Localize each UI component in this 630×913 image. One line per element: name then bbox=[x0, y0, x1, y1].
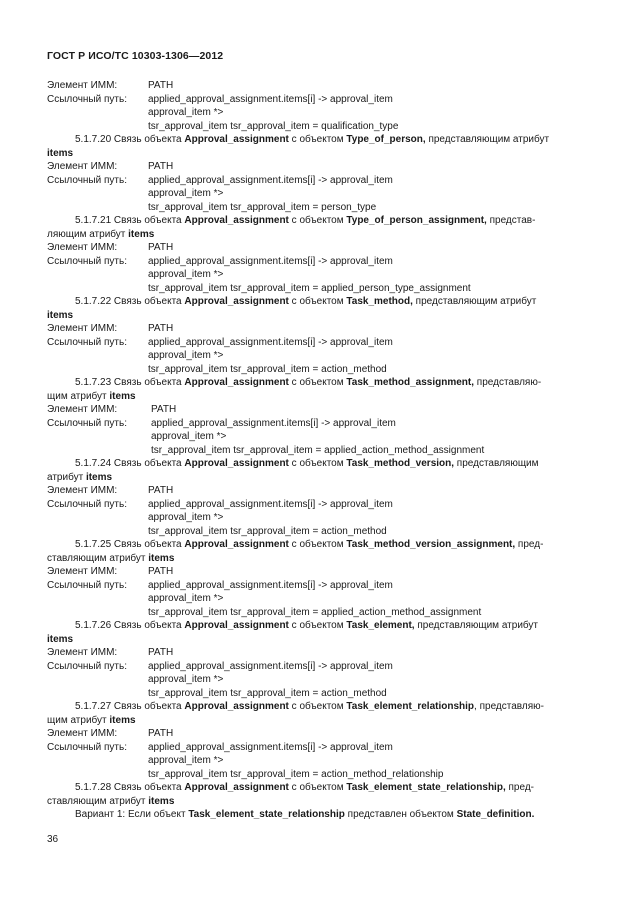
entity-name: Type_of_person, bbox=[346, 134, 426, 145]
reference-path-line: tsr_approval_item tsr_approval_item = applied_person_type_assignment bbox=[148, 282, 471, 294]
mapping-block bbox=[47, 484, 583, 538]
mim-element-row bbox=[47, 727, 583, 741]
mim-element-label: Элемент ИММ: bbox=[47, 566, 118, 577]
paragraph-text: 5.1.7.25 Связь объекта bbox=[75, 539, 185, 550]
mapping-block bbox=[47, 241, 583, 295]
entity-name: items bbox=[148, 795, 175, 807]
reference-path-line: approval_item *> bbox=[148, 188, 224, 199]
mim-element-label: Элемент ИММ: bbox=[47, 161, 118, 172]
paragraph-text: с объектом bbox=[288, 458, 347, 469]
reference-path-line: tsr_approval_item tsr_approval_item = action_method bbox=[148, 525, 387, 537]
reference-path-line: applied_approval_assignment.items[i] -> approval_item bbox=[148, 579, 393, 591]
reference-path-line: applied_approval_assignment.items[i] -> approval_item bbox=[148, 660, 393, 672]
entity-name: Task_method_assignment, bbox=[346, 377, 475, 388]
entity-name: Task_element_relationship bbox=[346, 701, 475, 712]
mim-element-row bbox=[47, 241, 583, 255]
entity-name: Task_element_state_relationship, bbox=[346, 782, 506, 793]
reference-path-label: Ссылочный путь: bbox=[47, 741, 127, 753]
reference-path-label: Ссылочный путь: bbox=[47, 498, 127, 510]
page-number: 36 bbox=[47, 834, 59, 845]
reference-path-line: approval_item *> bbox=[148, 107, 224, 118]
entity-name: items bbox=[109, 714, 136, 726]
mapping-block bbox=[47, 727, 583, 781]
mapping-block bbox=[47, 565, 583, 619]
paragraph-text: 5.1.7.24 Связь объекта bbox=[75, 458, 185, 469]
mim-element-row bbox=[47, 646, 583, 660]
clause-paragraph bbox=[47, 457, 583, 484]
clause-paragraph bbox=[47, 619, 583, 646]
entity-name: Task_method, bbox=[346, 296, 413, 307]
paragraph-text: с объектом bbox=[288, 782, 347, 793]
mim-element-value: PATH bbox=[148, 161, 174, 172]
paragraph-text: представляющим атрибут bbox=[412, 296, 537, 307]
reference-path-row bbox=[47, 93, 583, 107]
reference-path-line: approval_item *> bbox=[148, 593, 224, 604]
entity-name: Approval_assignment bbox=[184, 782, 289, 793]
entity-name: Task_element_state_relationship bbox=[188, 809, 345, 820]
reference-path-row bbox=[47, 336, 583, 350]
clause-paragraph bbox=[47, 214, 583, 241]
paragraph-text: пред- bbox=[505, 782, 534, 793]
mapping-block bbox=[47, 79, 583, 133]
clause-paragraph bbox=[47, 538, 583, 565]
reference-path-line: applied_approval_assignment.items[i] -> approval_item bbox=[148, 741, 393, 753]
paragraph-text: с объектом bbox=[288, 701, 347, 712]
paragraph-text: представлен объектом bbox=[344, 809, 457, 820]
reference-path-row bbox=[47, 660, 583, 674]
reference-path-row bbox=[47, 741, 583, 755]
mim-element-row bbox=[47, 79, 583, 93]
mim-element-label: Элемент ИММ: bbox=[47, 485, 118, 496]
reference-path-line: applied_approval_assignment.items[i] -> approval_item bbox=[148, 174, 393, 186]
paragraph-text: с объектом bbox=[288, 215, 347, 226]
mim-element-value: PATH bbox=[151, 404, 177, 415]
variant-paragraph bbox=[47, 808, 583, 822]
entity-name: State_definition. bbox=[456, 809, 535, 820]
clause-paragraph bbox=[47, 700, 583, 727]
paragraph-text: с объектом bbox=[288, 134, 347, 145]
reference-path-label: Ссылочный путь: bbox=[47, 174, 127, 186]
reference-path-label: Ссылочный путь: bbox=[47, 579, 127, 591]
entity-name: items bbox=[47, 633, 74, 645]
mim-element-value: PATH bbox=[148, 80, 174, 91]
reference-path-line: approval_item *> bbox=[148, 674, 224, 685]
clause-paragraph bbox=[47, 295, 583, 322]
clause-paragraph bbox=[47, 781, 583, 808]
mim-element-label: Элемент ИММ: bbox=[47, 80, 118, 91]
entity-name: Approval_assignment bbox=[184, 620, 289, 631]
paragraph-text: атрибут bbox=[47, 471, 86, 483]
entity-name: Approval_assignment bbox=[184, 377, 289, 388]
mim-element-label: Элемент ИММ: bbox=[47, 728, 118, 739]
paragraph-text: с объектом bbox=[288, 296, 347, 307]
paragraph-text: щим атрибут bbox=[47, 714, 110, 726]
reference-path-line: applied_approval_assignment.items[i] -> approval_item bbox=[148, 255, 393, 267]
reference-path-line: applied_approval_assignment.items[i] -> approval_item bbox=[148, 93, 393, 105]
paragraph-text: 5.1.7.22 Связь объекта bbox=[75, 296, 185, 307]
paragraph-text: 5.1.7.21 Связь объекта bbox=[75, 215, 185, 226]
reference-path-row bbox=[47, 174, 583, 188]
mim-element-value: PATH bbox=[148, 485, 174, 496]
paragraph-text: 5.1.7.23 Связь объекта bbox=[75, 377, 185, 388]
mim-element-value: PATH bbox=[148, 323, 174, 334]
paragraph-text: представляю- bbox=[474, 377, 542, 388]
reference-path-row bbox=[47, 498, 583, 512]
reference-path-line: approval_item *> bbox=[148, 269, 224, 280]
entity-name: items bbox=[148, 552, 175, 564]
paragraph-text: представляющим атрибут bbox=[425, 134, 550, 145]
entity-name: items bbox=[47, 309, 74, 321]
entity-name: Approval_assignment bbox=[184, 701, 289, 712]
entity-name: Task_element, bbox=[346, 620, 415, 631]
reference-path-label: Ссылочный путь: bbox=[47, 417, 127, 429]
mapping-block bbox=[47, 403, 583, 457]
reference-path-label: Ссылочный путь: bbox=[47, 255, 127, 267]
document-body bbox=[47, 79, 583, 822]
mim-element-row bbox=[47, 160, 583, 174]
paragraph-text: Вариант 1: Если объект bbox=[75, 809, 189, 820]
paragraph-text: ляющим атрибут bbox=[47, 228, 129, 240]
paragraph-text: с объектом bbox=[288, 377, 347, 388]
mim-element-value: PATH bbox=[148, 242, 174, 253]
paragraph-text: с объектом bbox=[288, 620, 347, 631]
paragraph-text: представляющим bbox=[454, 458, 539, 469]
mim-element-label: Элемент ИММ: bbox=[47, 404, 118, 415]
entity-name: items bbox=[85, 471, 113, 483]
reference-path-line: approval_item *> bbox=[148, 512, 224, 523]
reference-path-line: approval_item *> bbox=[148, 350, 224, 361]
reference-path-line: tsr_approval_item tsr_approval_item = applied_action_method_assignment bbox=[148, 606, 482, 618]
reference-path-line: applied_approval_assignment.items[i] -> approval_item bbox=[151, 417, 396, 429]
reference-path-line: approval_item *> bbox=[148, 755, 224, 766]
entity-name: Task_method_version_assignment, bbox=[346, 539, 516, 550]
mim-element-row bbox=[47, 565, 583, 579]
entity-name: Approval_assignment bbox=[184, 296, 289, 307]
mapping-block bbox=[47, 160, 583, 214]
reference-path-line: applied_approval_assignment.items[i] -> approval_item bbox=[148, 498, 393, 510]
paragraph-text: пред- bbox=[515, 539, 544, 550]
mim-element-value: PATH bbox=[148, 647, 174, 658]
mim-element-label: Элемент ИММ: bbox=[47, 323, 118, 334]
reference-path-line: tsr_approval_item tsr_approval_item = person_type bbox=[148, 201, 377, 213]
mim-element-value: PATH bbox=[148, 728, 174, 739]
entity-name: items bbox=[128, 228, 155, 240]
mim-element-row bbox=[47, 322, 583, 336]
reference-path-line: approval_item *> bbox=[151, 431, 227, 442]
mim-element-label: Элемент ИММ: bbox=[47, 647, 118, 658]
mim-element-row bbox=[47, 484, 583, 498]
paragraph-text: щим атрибут bbox=[47, 390, 110, 402]
entity-name: Approval_assignment bbox=[184, 458, 289, 469]
paragraph-text: представ- bbox=[486, 215, 536, 226]
reference-path-line: tsr_approval_item tsr_approval_item = action_method bbox=[148, 363, 387, 375]
entity-name: Task_method_version, bbox=[346, 458, 455, 469]
reference-path-line: applied_approval_assignment.items[i] -> approval_item bbox=[148, 336, 393, 348]
paragraph-text: , представляю- bbox=[474, 701, 544, 712]
reference-path-line: tsr_approval_item tsr_approval_item = action_method_relationship bbox=[148, 768, 444, 780]
mim-element-value: PATH bbox=[148, 566, 174, 577]
entity-name: items bbox=[47, 147, 74, 159]
paragraph-text: 5.1.7.20 Связь объекта bbox=[75, 134, 185, 145]
reference-path-line: tsr_approval_item tsr_approval_item = qualification_type bbox=[148, 120, 399, 132]
paragraph-text: 5.1.7.26 Связь объекта bbox=[75, 620, 185, 631]
paragraph-text: 5.1.7.27 Связь объекта bbox=[75, 701, 185, 712]
reference-path-label: Ссылочный путь: bbox=[47, 336, 127, 348]
paragraph-text: представляющим атрибут bbox=[414, 620, 538, 631]
paragraph-text: ставляющим атрибут bbox=[47, 552, 149, 564]
reference-path-label: Ссылочный путь: bbox=[47, 660, 127, 672]
paragraph-text: ставляющим атрибут bbox=[47, 795, 149, 807]
mapping-block bbox=[47, 646, 583, 700]
mim-element-label: Элемент ИММ: bbox=[47, 242, 118, 253]
entity-name: items bbox=[109, 390, 136, 402]
mim-element-row bbox=[47, 403, 583, 417]
entity-name: Approval_assignment bbox=[184, 215, 289, 226]
entity-name: Approval_assignment bbox=[184, 134, 289, 145]
reference-path-line: tsr_approval_item tsr_approval_item = applied_action_method_assignment bbox=[151, 444, 485, 456]
entity-name: Approval_assignment bbox=[184, 539, 289, 550]
mapping-block bbox=[47, 322, 583, 376]
reference-path-row bbox=[47, 417, 583, 431]
paragraph-text: с объектом bbox=[288, 539, 347, 550]
clause-paragraph bbox=[47, 133, 583, 160]
clause-paragraph bbox=[47, 376, 583, 403]
entity-name: Type_of_person_assignment, bbox=[346, 215, 487, 226]
reference-path-line: tsr_approval_item tsr_approval_item = action_method bbox=[148, 687, 387, 699]
reference-path-label: Ссылочный путь: bbox=[47, 93, 127, 105]
paragraph-text: 5.1.7.28 Связь объекта bbox=[75, 782, 185, 793]
reference-path-row bbox=[47, 579, 583, 593]
reference-path-row bbox=[47, 255, 583, 269]
document-header: ГОСТ Р ИСО/ТС 10303-1306—2012 bbox=[47, 50, 224, 62]
